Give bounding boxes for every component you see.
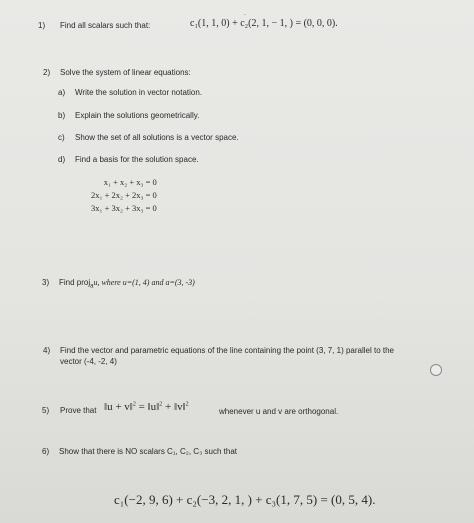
- q1-text: Find all scalars such that:: [60, 21, 151, 30]
- q2-text: Solve the system of linear equations:: [60, 68, 191, 77]
- q3-text: [59, 278, 195, 290]
- q2c-text: Show the set of all solutions is a vector space.: [75, 133, 239, 142]
- q1-number: 1): [38, 21, 46, 30]
- q2c-label: c): [58, 133, 65, 142]
- q4-line2: vector (-4, -2, 4): [60, 357, 117, 366]
- q3-proj: Find proj: [59, 278, 91, 287]
- q2d-text: Find a basis for the solution space.: [75, 155, 199, 164]
- linear-system: [91, 176, 157, 215]
- q6-number: 6): [42, 447, 50, 456]
- q6-equation: c₁(−2, 9, 6) + c₂(−3, 2, 1, ) + c₃(1, 7, 5) = (0, 5, 4).: [114, 492, 376, 507]
- q5-exp-3: 2: [185, 401, 189, 408]
- q2b-text: Explain the solutions geometrically.: [75, 111, 200, 120]
- ink-mark: -: [244, 12, 246, 18]
- radio-circle-icon[interactable]: [430, 364, 442, 376]
- q5-eq-plus: + ‖v‖: [162, 401, 186, 413]
- q5-equation: [104, 401, 189, 413]
- q6-text: Show that there is NO scalars C₁, C₂, C₃ such that: [59, 447, 238, 456]
- system-eq-2: 2x₁ + 2x₂ + 2x₃ = 0: [91, 190, 157, 200]
- q4-line1: Find the vector and parametric equations of the line containing the point (3, 7, 1) parallel to the: [60, 346, 394, 355]
- q4-number: 4): [43, 346, 51, 355]
- system-eq-1: x₁ + x₂ + x₃ = 0: [103, 177, 157, 187]
- q5-number: 5): [42, 406, 50, 415]
- q3-proj-sub: a: [90, 283, 94, 290]
- q5-exp-1: 2: [132, 401, 136, 408]
- q3-rest: u, where u=(1, 4) and a=(3, -3): [93, 278, 195, 287]
- q2d-label: d): [58, 155, 66, 164]
- q2b-label: b): [58, 111, 66, 120]
- q5-exp-2: 2: [159, 401, 163, 408]
- q2a-text: Write the solution in vector notation.: [75, 88, 203, 97]
- q3-number: 3): [42, 278, 50, 287]
- q5-eq-mid: = ‖u‖: [135, 401, 160, 413]
- q5-eq-left: ‖u + v‖: [104, 401, 133, 413]
- system-eq-3: 3x₁ + 3x₂ + 3x₃ = 0: [91, 203, 157, 213]
- q2-number: 2): [43, 68, 51, 77]
- q1-equation: c₁(1, 1, 0) + c₂(2, 1, − 1, ) = (0, 0, 0).: [190, 18, 338, 29]
- q2a-label: a): [58, 88, 66, 97]
- q5-text-post: whenever u and v are orthogonal.: [219, 407, 339, 416]
- q5-text-pre: Prove that: [60, 406, 97, 415]
